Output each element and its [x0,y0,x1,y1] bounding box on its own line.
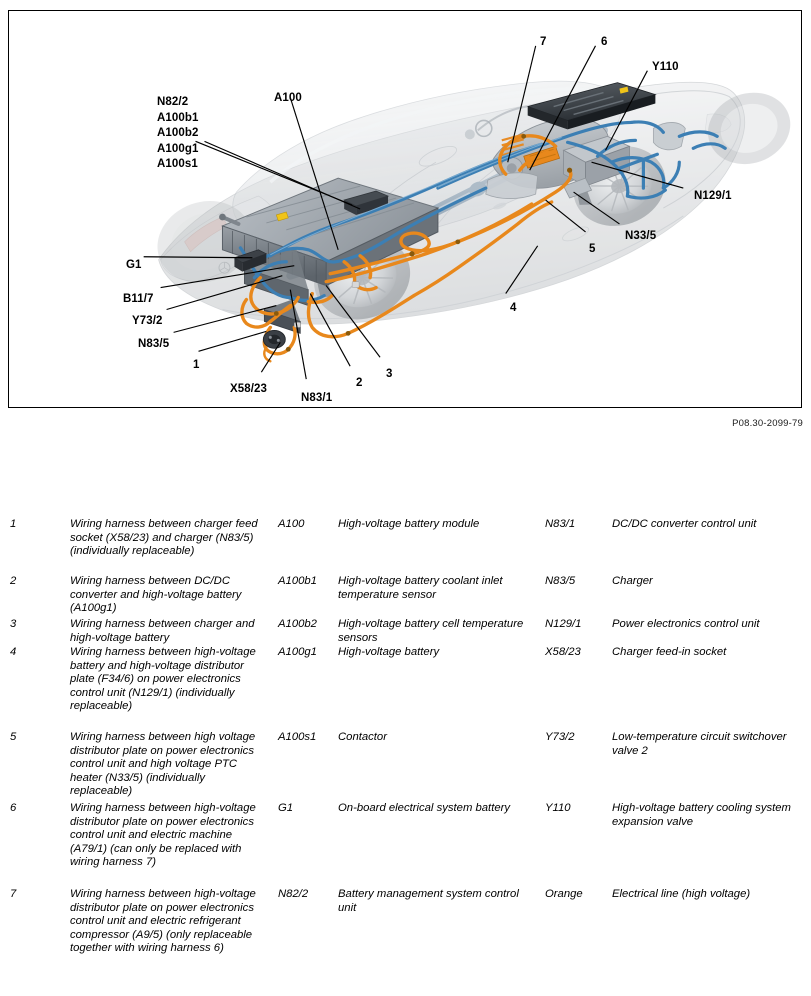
legend-key: X58/23 [545,646,581,658]
legend-key: 3 [10,618,17,630]
legend-key: A100s1 [278,731,317,743]
legend [0,505,811,996]
callout-b11-7: B11/7 [123,293,154,305]
legend-description: Wiring harness between charger feed socket (X58/23) and charger (N83/5) (individually replaceable) [70,518,258,558]
legend-key: 6 [10,802,17,814]
legend-column-components-b [545,505,807,996]
legend-key: G1 [278,802,294,814]
callout-2: 2 [356,377,363,389]
callout-g1: G1 [126,259,142,271]
legend-column-components-a [278,505,536,996]
charger-feed-socket [263,330,285,361]
legend-key: N83/5 [545,575,576,587]
legend-key: Orange [545,888,583,900]
callout-n83-1: N83/1 [301,392,333,404]
callout-4: 4 [510,302,517,314]
legend-key: 1 [10,518,17,530]
figure-panel [8,10,802,408]
legend-description: On-board electrical system battery [338,802,511,814]
legend-description: High-voltage battery [338,646,440,658]
legend-description: Charger [612,575,653,587]
legend-description: Battery management system control unit [338,888,519,914]
callout-7: 7 [540,36,547,48]
figure-code: P08.30-2099-79 [732,418,803,429]
legend-key: 4 [10,646,17,658]
legend-key: Y110 [545,802,571,814]
legend-description: High-voltage battery cooling system expansion valve [612,802,791,828]
callout-1: 1 [193,359,200,371]
legend-key: N83/1 [545,518,576,530]
vehicle-hv-diagram [9,11,801,407]
legend-key: 2 [10,575,17,587]
callout-y110: Y110 [652,61,679,73]
legend-key: N129/1 [545,618,582,630]
legend-description: Wiring harness between high-voltage distributor plate on power electronics control unit and electric refrigerant compressor (A9/5) (only replaceable together with wiring harness 6) [70,888,256,955]
legend-description: Electrical line (high voltage) [612,888,751,900]
legend-key: A100b1 [278,575,317,587]
callout-y73-2: Y73/2 [132,315,163,327]
legend-description: Wiring harness between DC/DC converter and high-voltage battery (A100g1) [70,575,242,615]
callout-3: 3 [386,368,393,380]
legend-key: A100b2 [278,618,317,630]
callout-5: 5 [589,243,596,255]
legend-description: Wiring harness between high-voltage distributor plate on power electronics control unit and electric machine (A79/1) (can only be replaced with wiring harness 7) [70,802,256,869]
callout-x58-23: X58/23 [230,383,268,395]
callout-n129-1: N129/1 [694,190,732,202]
legend-description: Low-temperature circuit switchover valve 2 [612,731,787,757]
legend-key: 5 [10,731,17,743]
legend-key: A100 [278,518,305,530]
legend-description: Wiring harness between high-voltage battery and high-voltage distributor plate (F34/6) on power electronics control unit (N129/1) (individually replaceable) [70,646,256,713]
callout-a100: A100 [274,92,302,104]
legend-description: Power electronics control unit [612,618,760,630]
callout-n83-5: N83/5 [138,338,170,350]
legend-column-numbers [10,505,268,996]
legend-description: Charger feed-in socket [612,646,727,658]
legend-key: Y73/2 [545,731,575,743]
legend-description: Contactor [338,731,387,743]
legend-description: High-voltage battery cell temperature sensors [338,618,524,644]
legend-description: Wiring harness between high voltage distributor plate on power electronics control unit and high voltage PTC heater (N33/5) (individually replaceable) [70,731,256,798]
legend-description: Wiring harness between charger and high-voltage battery [70,618,255,644]
legend-key: 7 [10,888,17,900]
legend-description: High-voltage battery module [338,518,480,530]
legend-description: DC/DC converter control unit [612,518,757,530]
legend-key: A100g1 [278,646,317,658]
legend-description: High-voltage battery coolant inlet temperature sensor [338,575,503,601]
legend-key: N82/2 [278,888,309,900]
callout-6: 6 [601,36,608,48]
callout-n82-2-group: N82/2 A100b1 A100b2 A100g1 A100s1 [157,96,199,170]
callout-n33-5: N33/5 [625,230,657,242]
